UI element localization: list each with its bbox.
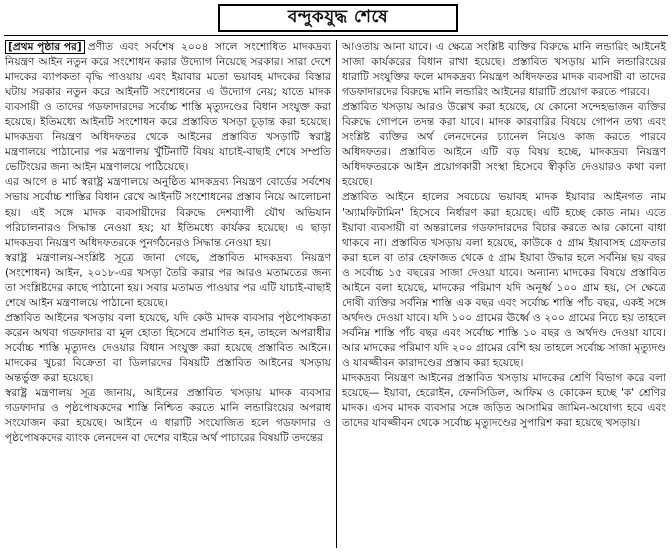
lead-text: প্রণীত এবং সর্বশেষ ২০০৪ সালে সংশোধিত মাদকদ্রব্য নিয়ন্ত্রণ আইন নতুন করে সংশোধন করার উদ্যোগ নিয়েছে সরকার। সারা দেশে মাদকের ব্যাপকতা বৃদ্ধি পাওয়ায় এবং ইয়াবার মতো ভয়াবহ মাদকের বিস্তার ঘটায় সরকার নতুন করে আইনটি সংশোধনের এ উদ্যোগ নেয়; যাতে মাদক ব্যবসায়ী ও তাদের গডফাদারদের সর্বোচ্চ শাস্তি মৃত্যুদণ্ডের বিধান সংযুক্ত করা হয়েছে। ইতিমধ্যে আইনটি সংশোধন করে প্রস্তাবিত খসড়া চূড়ান্ত করা হয়েছে। মাদকদ্রব্য নিয়ন্ত্রণ অধিদফতর থেকে আইনের প্রস্তাবিত খসড়াটি স্বরাষ্ট্র মন্ত্রণালয়ে পাঠানোর পর মন্ত্রণালয় খুঁটিনাটি বিষয় যাচাই-বাছাই শেষে সম্প্রতি ভেটিংয়ের জন্য আইন মন্ত্রণালয়ে পাঠিয়েছে। (5, 41, 331, 174)
lead-paragraph (5, 40, 331, 175)
article-column-right (342, 40, 666, 550)
article-paragraph: স্বরাষ্ট্র মন্ত্রণালয়-সংশ্লিষ্ট সূত্রে জানা গেছে, প্রস্তাবিত মাদকদ্রব্য নিয়ন্ত্রণ (সংশোধন) আইন, ২০১৮-এর খসড়া তৈরি করার পর আরও মতামতের জন্য তা সংশ্লিষ্টদের কাছে পাঠানো হয়। সবার মতামত পাওয়ার পর এটি যাচাই-বাছাই শেষে আইন মন্ত্রণালয়ে পাঠানো হয়েছে। (5, 251, 331, 309)
article-paragraph: মাদকদ্রব্য নিয়ন্ত্রণ আইনের প্রস্তাবিত খসড়ায় মাদকের শ্রেণি বিভাগ করে বলা হয়েছে— ইয়াবা, হেরোইন, ফেনসিডিল, আফিম ও কোকেন হচ্ছে 'ক' শ্রেণির মাদক। এসব মাদক ব্যবসার সঙ্গে জড়িত আসামির জামিন-অযোগ্য হবে এবং তাদের যাবজ্জীবন থেকে সর্বোচ্চ মৃত্যুদণ্ডের সুপারিশ করা হয়েছে খসড়ায়। (342, 372, 666, 430)
top-rule (4, 35, 668, 36)
continued-from-label: [প্রথম পৃষ্ঠার পর] (5, 40, 85, 54)
article-paragraph: প্রস্তাবিত আইনে হালের সবচেয়ে ভয়াবহ মাদক ইয়াবার আইনগত নাম 'অ্যামফিটামিন' হিসেবে নির্ধারণ করা হয়েছে। এটি হচ্ছে কোড নাম। এতে ইয়াবা ব্যবসায়ী বা অন্তরালের গডফাদারদের বিচার করতে আর কোনো বাধা থাকবে না। প্রস্তাবিত খসড়ায় বলা হয়েছে, কাউকে ৫ গ্রাম ইয়াবাসহ গ্রেফতার করা হলে বা তার হেফাজত থেকে ৫ গ্রাম ইয়াবা উদ্ধার হলে সর্বনিম্ন ছয় বছর ও সর্বোচ্চ ১৫ বছরের সাজা দেওয়া যাবে। অন্যান্য মাদকের বিষয়ে প্রস্তাবিত আইনে বলা হয়েছে, মাদকের পরিমাণ যদি অনূর্ধ্ব ১০০ গ্রাম হয়, সে ক্ষেত্রে দোষী ব্যক্তির সর্বনিম্ন শাস্তি এক বছর এবং সর্বোচ্চ শাস্তি পাঁচ বছর, একই সঙ্গে অর্থদণ্ড দেওয়া যাবে। যদি ১০০ গ্রামের ঊর্ধ্বে ও ২০০ গ্রামের নিচে হয় তাহলে সর্বনিম্ন শাস্তি পাঁচ বছর এবং সর্বোচ্চ শাস্তি ১০ বছর ও অর্থদণ্ড দেওয়া যাবে। আর মাদকের পরিমাণ যদি ২০০ গ্রামের বেশি হয় তাহলে সর্বোচ্চ সাজা মৃত্যুদণ্ড ও যাবজ্জীবন কারাদণ্ডের প্রস্তাব করা হয়েছে। (342, 191, 666, 369)
article-paragraph: স্বরাষ্ট্র মন্ত্রণালয় সূত্র জানায়, আইনের প্রস্তাবিত খসড়ায় মাদক ব্যবসার গডফাদার ও পৃষ্ঠপোষকদের শাস্তি নিশ্চিত করতে মানি লন্ডারিংয়ের অপরাধ সংযোজন করা হয়েছে। আইনে এ ধারাটি সংযোজিত হলে গডফাদার ও পৃষ্ঠপোষকদের ব্যাংক লেনদেন বা দেশের বাইরে অর্থ পাচারের বিষয়টি তদন্তের (5, 387, 331, 445)
article-paragraph: এর আগে ৪ মার্চ স্বরাষ্ট্র মন্ত্রণালয়ে অনুষ্ঠিত মাদকদ্রব্য নিয়ন্ত্রণ বোর্ডের সর্বশেষ সভায় সর্বোচ্চ শাস্তির বিধান রেখে আইনটি সংশোধনের প্রস্তাব নিয়ে আলোচনা হয়। এই সঙ্গে মাদক ব্যবসায়ীদের বিরুদ্ধে দেশব্যাপী যৌথ অভিযান পরিচালনারও সিদ্ধান্ত নেওয়া হয়; যা ইতিমধ্যে কার্যকর হয়েছে। এ ছাড়া মাদকদ্রব্য নিয়ন্ত্রণ অধিদফতরকে পুনর্গঠনেরও সিদ্ধান্ত নেওয়া হয়। (5, 176, 331, 249)
article-paragraph: আওতায় আনা যাবে। এ ক্ষেত্রে সংশ্লিষ্ট ব্যক্তির বিরুদ্ধে মানি লন্ডারিং আইনেই সাজা কার্যকরের বিধান রাখা হয়েছে। প্রস্তাবিত খসড়ায় মানি লন্ডারিংয়ের ধারাটি সংযুক্তির ফলে মাদকদ্রব্য নিয়ন্ত্রণ অধিদফতর মাদক ব্যবসায়ী বা তাদের গডফাদারদের বিরুদ্ধে মানি লন্ডারিং আইনের ধারাটি প্রয়োগ করতে পারবে। (342, 41, 666, 99)
column-divider (336, 40, 337, 548)
headline-box (218, 4, 458, 32)
article-column-left (5, 40, 331, 550)
headline: বন্দুকযুদ্ধ শেষে (287, 7, 389, 27)
article-paragraph: প্রস্তাবিত খসড়ায় আরও উল্লেখ করা হয়েছে, যে কোনো সন্দেহভাজন ব্যক্তির বিরুদ্ধে গোপনে তদন্ত করা যাবে। মাদক কারবারির বিষয়ে গোপন তথ্য এবং সংশ্লিষ্ট ব্যক্তির অর্থ লেনদেনের চ্যানেল নিয়েও কাজ করতে পারবে অধিদফতর। প্রস্তাবিত আইনে এটি বড় বিষয় হচ্ছে, মাদকদ্রব্য নিয়ন্ত্রণ অধিদফতরকে আইন প্রয়োগকারী সংস্থা হিসেবে স্বীকৃতি দেওয়ারও কথা বলা হয়েছে। (342, 101, 666, 189)
article-paragraph: প্রস্তাবিত আইনের খসড়ায় বলা হয়েছে, যদি কেউ মাদক ব্যবসার পৃষ্ঠপোষকতা করেন অথবা গডফাদার বা মূল হোতা হিসেবে প্রমাণিত হন, তাহলে অপরাধীর সর্বোচ্চ শাস্তি মৃত্যুদণ্ড দেওয়ার বিধান সংযুক্ত করা হয়েছে প্রস্তাবিত আইনে। মাদকের খুচরা বিক্রেতা বা ডিলারদের বিষয়টি প্রস্তাবিত আইনের খসড়ায় অন্তর্ভুক্ত করা হয়েছে। (5, 311, 331, 385)
